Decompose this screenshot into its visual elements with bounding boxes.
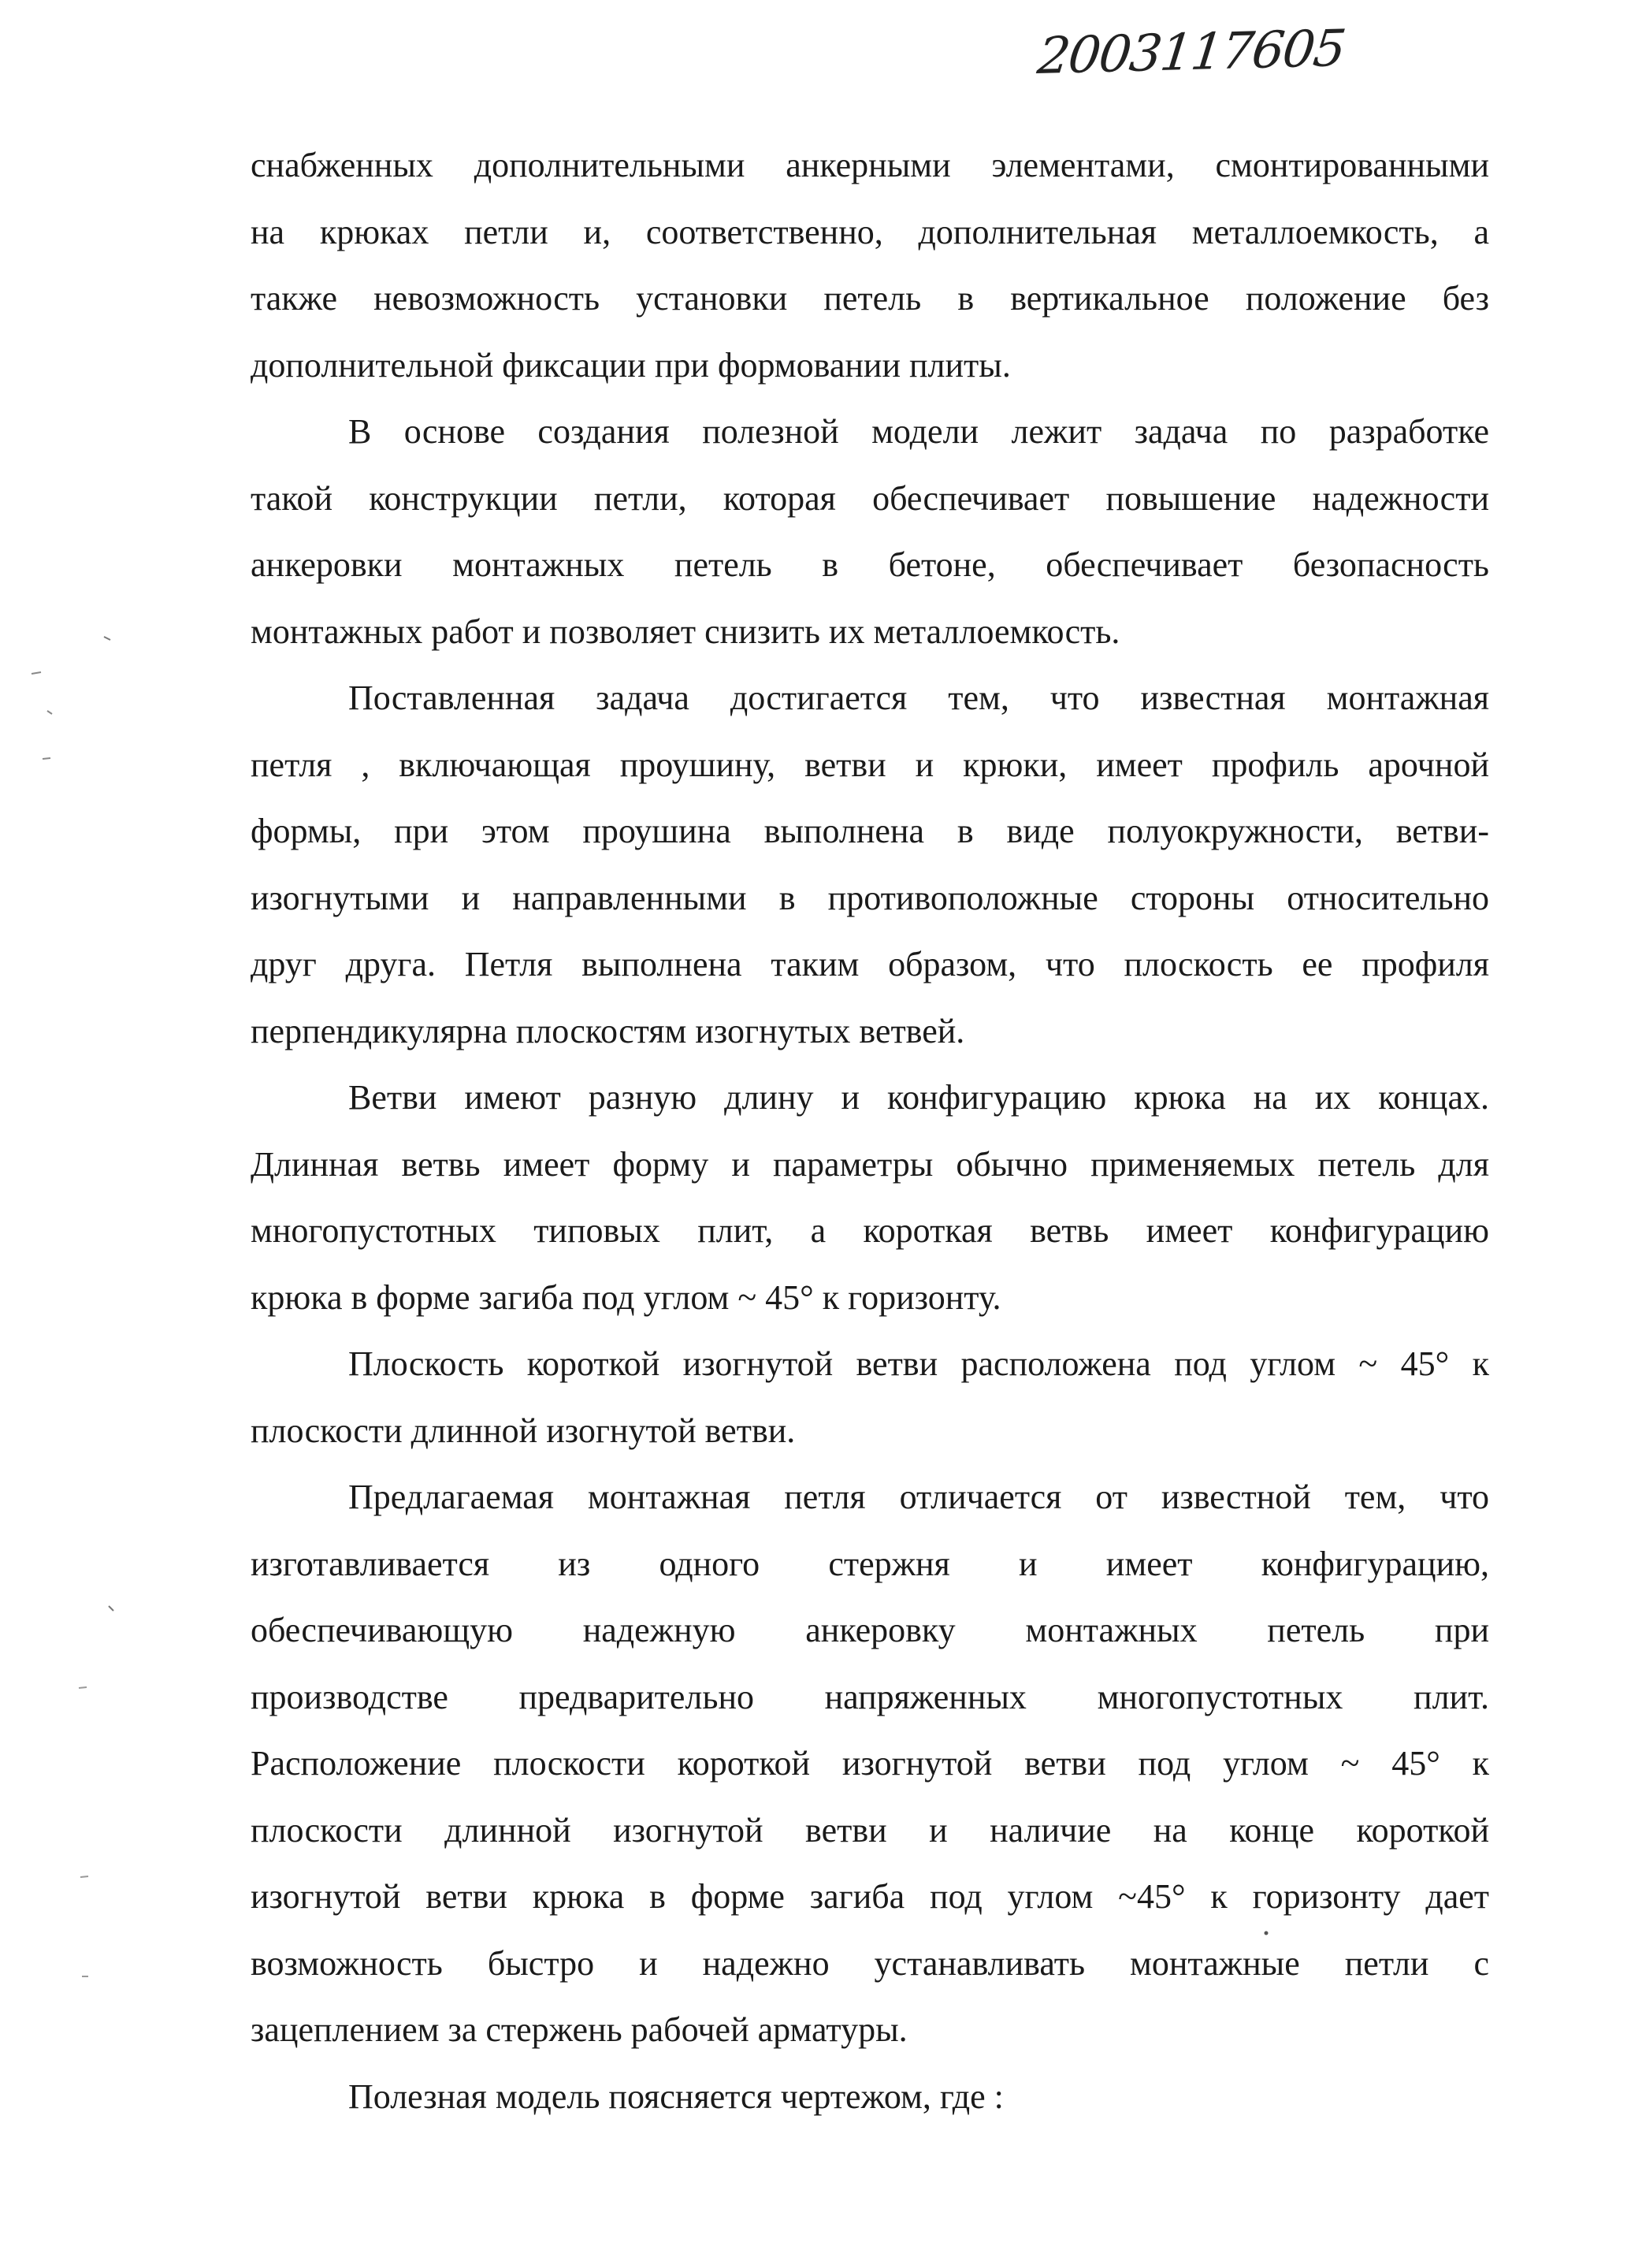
text-line: изготавливается из одного стержня и имеет конфигурацию, xyxy=(251,1544,1489,1583)
text-line: анкеровки монтажных петель в бетоне, обеспечивает безопасность xyxy=(251,545,1489,584)
handwritten-document-number: 2003117605 xyxy=(1035,19,1348,87)
text-line: зацеплением за стержень рабочей арматуры. xyxy=(251,2010,908,2049)
text-line: Ветви имеют разную длину и конфигурацию крюка на их концах. xyxy=(348,1078,1489,1117)
text-line: Предлагаемая монтажная петля отличается от известной тем, что xyxy=(348,1478,1489,1516)
text-line: возможность быстро и надежно устанавливать монтажные петли с xyxy=(251,1943,1489,1983)
text-line: дополнительной фиксации при формовании плиты. xyxy=(251,345,1011,385)
text-line: плоскости длинной изогнутой ветви и наличие на конце короткой xyxy=(251,1810,1489,1850)
text-line: производстве предварительно напряженных многопустотных плит. xyxy=(251,1677,1489,1716)
text-line: петля , включающая проушину, ветви и крюки, имеет профиль арочной xyxy=(251,745,1489,784)
text-line: формы, при этом проушина выполнена в виде полуокружности, ветви- xyxy=(251,812,1489,850)
text-line: крюка в форме загиба под углом ~ 45° к горизонту. xyxy=(251,1277,1001,1317)
text-line: плоскости длинной изогнутой ветви. xyxy=(251,1411,796,1450)
text-line: Плоскость короткой изогнутой ветви расположена под углом ~ 45° к xyxy=(348,1344,1489,1383)
document-body xyxy=(251,132,1489,2130)
text-line: Поставленная задача достигается тем, что известная монтажная xyxy=(348,679,1489,717)
text-line: Длинная ветвь имеет форму и параметры обычно применяемых петель для xyxy=(251,1144,1489,1184)
text-line: на крюках петли и, соответственно, дополнительная металлоемкость, а xyxy=(251,212,1489,251)
text-line: В основе создания полезной модели лежит задача по разработке xyxy=(348,412,1489,451)
text-line: изогнутыми и направленными в противоположные стороны относительно xyxy=(251,878,1489,917)
text-line: обеспечивающую надежную анкеровку монтажных петель при xyxy=(251,1611,1489,1649)
text-line: перпендикулярна плоскостям изогнутых ветвей. xyxy=(251,1011,965,1050)
text-line: многопустотных типовых плит, а короткая ветвь имеет конфигурацию xyxy=(251,1211,1489,1250)
text-line: друг друга. Петля выполнена таким образом, что плоскость ее профиля xyxy=(251,945,1489,983)
text-line: Расположение плоскости короткой изогнутой ветви под углом ~ 45° к xyxy=(251,1744,1489,1783)
text-line: Полезная модель поясняется чертежом, где : xyxy=(348,2077,1004,2116)
text-line: изогнутой ветви крюка в форме загиба под углом ~45° к горизонту дает xyxy=(251,1877,1489,1916)
text-line: монтажных работ и позволяет снизить их металлоемкость. xyxy=(251,612,1120,651)
text-line: также невозможность установки петель в вертикальное положение без xyxy=(251,279,1489,318)
text-line: такой конструкции петли, которая обеспечивает повышение надежности xyxy=(251,478,1489,518)
text-line: снабженных дополнительными анкерными элементами, смонтированными xyxy=(251,146,1489,184)
